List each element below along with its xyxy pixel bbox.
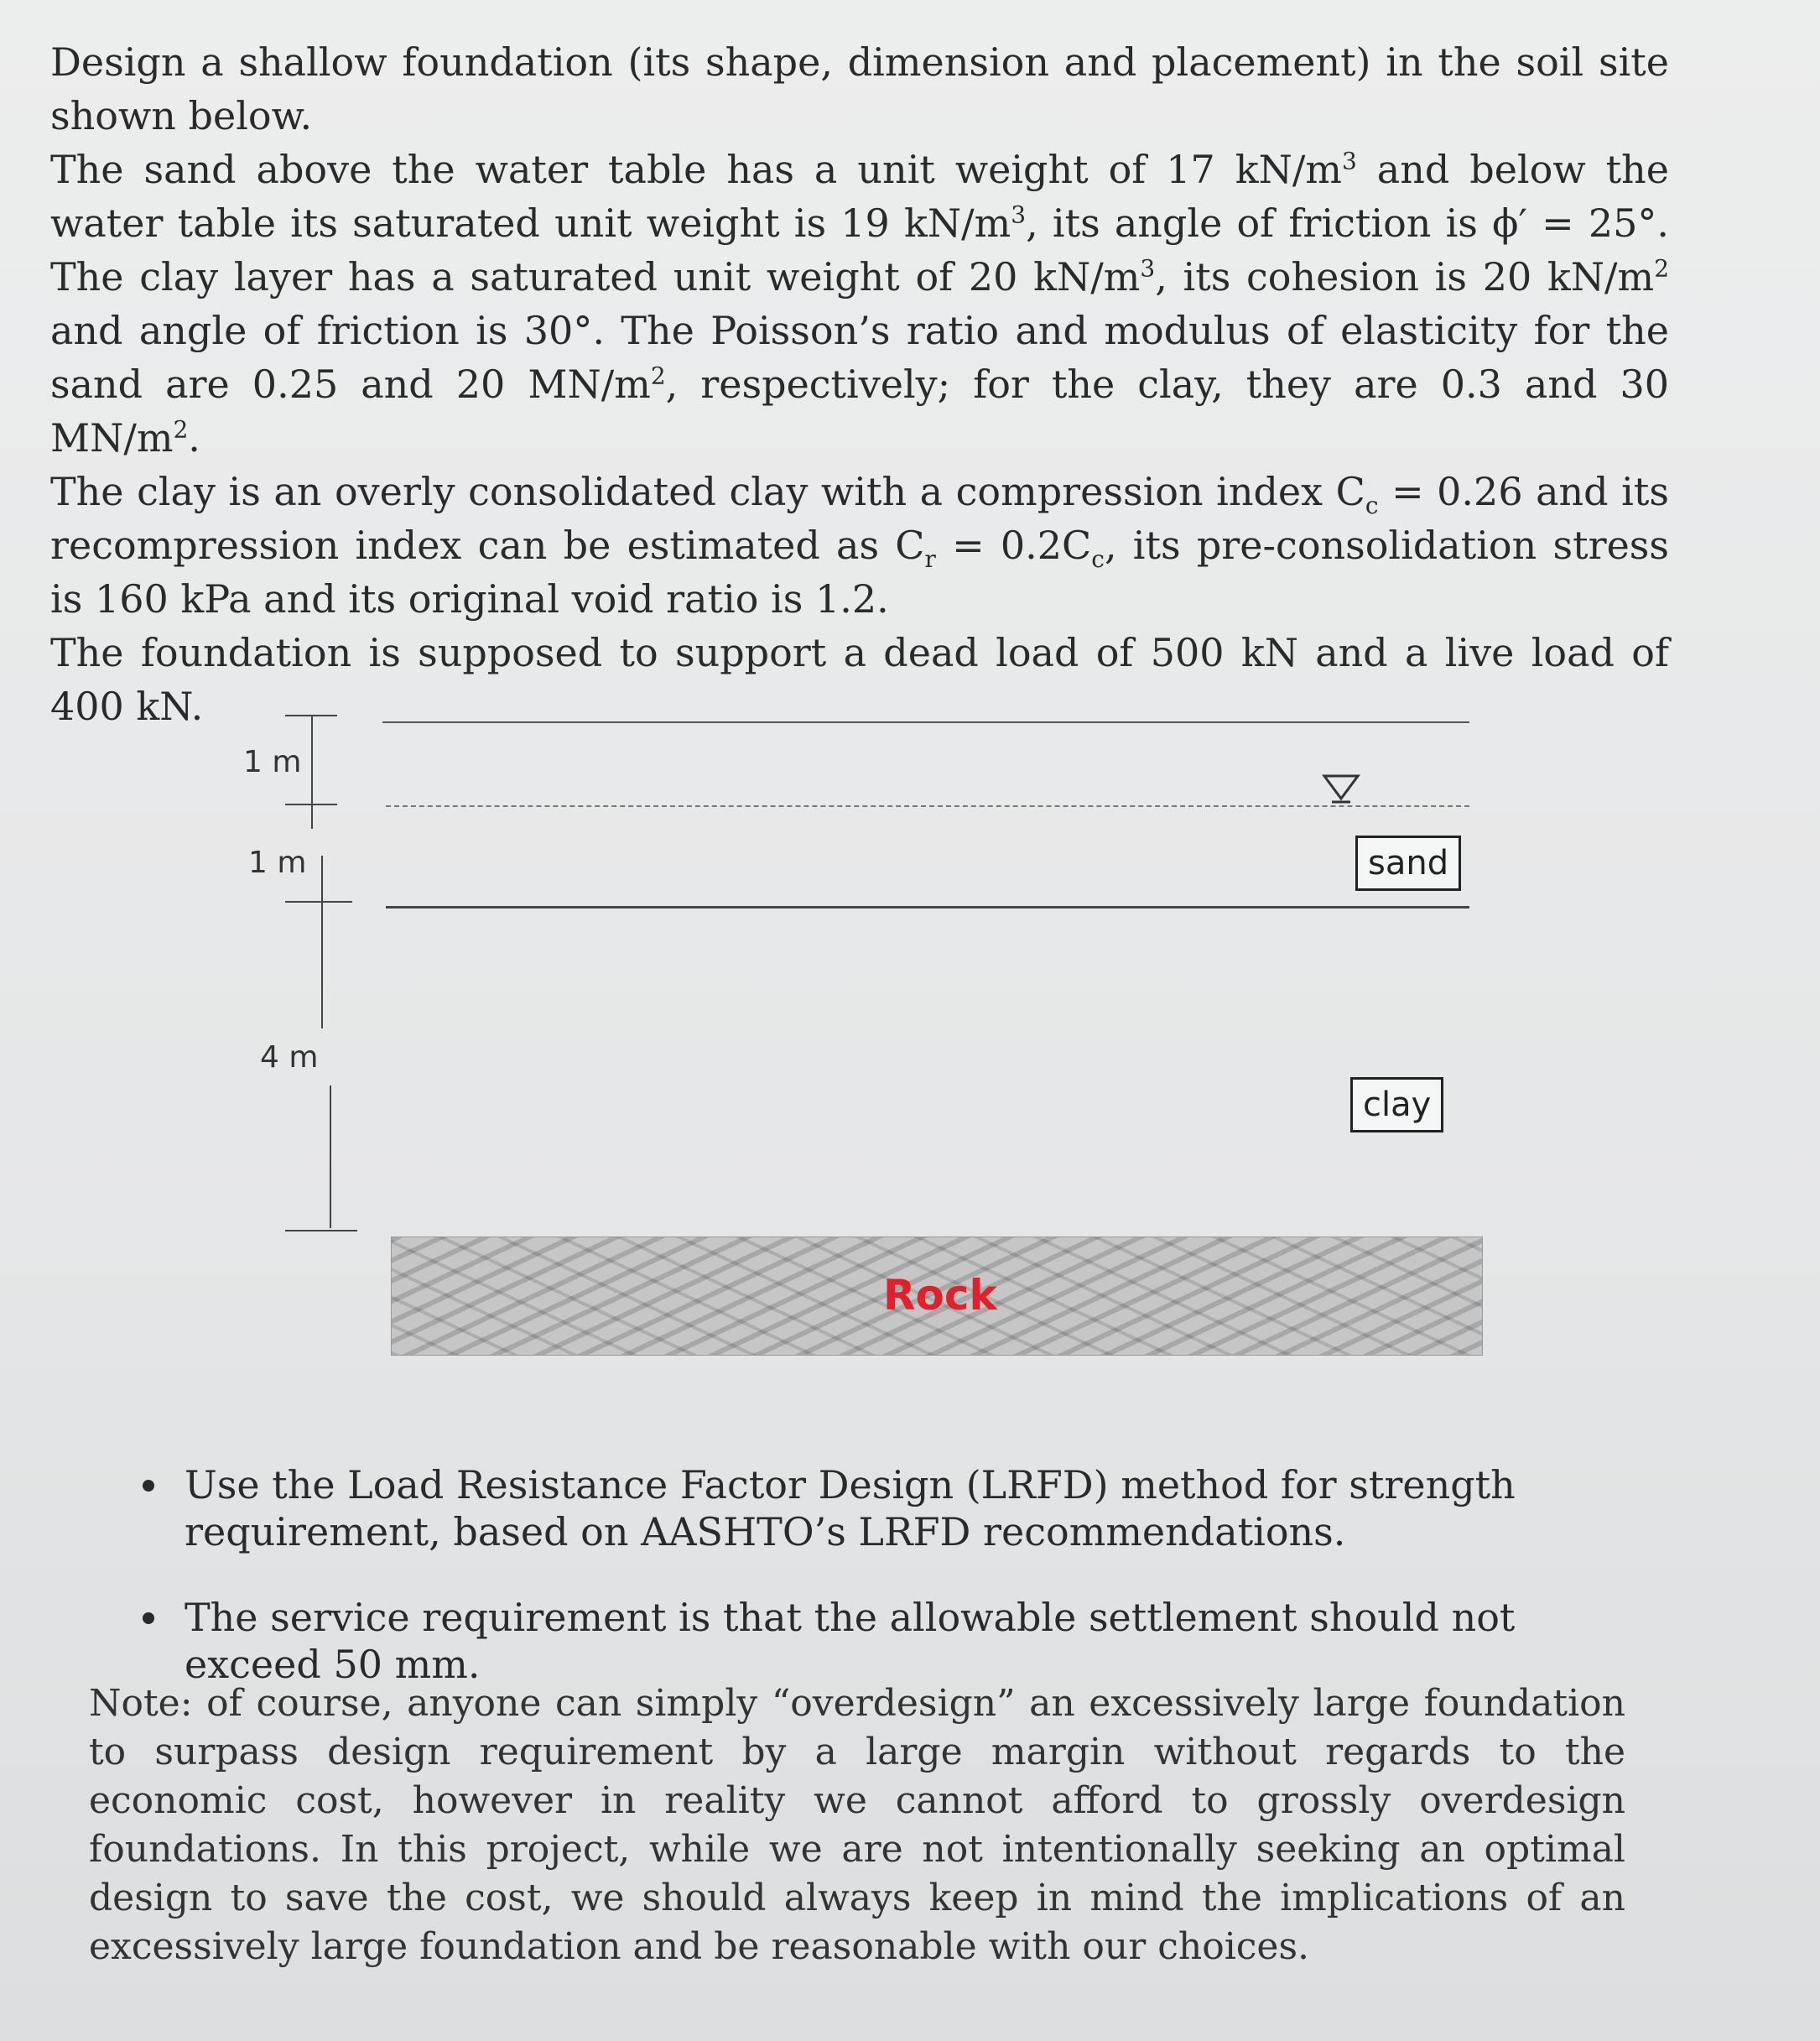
dimension-label-sand-saturated: 1 m — [248, 846, 307, 880]
bullet-lrfd: Use the Load Resistance Factor Design (LRFD) method for strength requirement, based on AASHTO’s LRFD recommendations. — [143, 1461, 1635, 1555]
sand-label: sand — [1355, 836, 1461, 891]
dimension-label-sand-dry: 1 m — [243, 745, 302, 779]
dimension-label-clay: 4 m — [260, 1040, 319, 1075]
sand-clay-boundary-line — [386, 906, 1469, 909]
note-paragraph: Note: of course, anyone can simply “overdesign” an excessively large foundation to surpass design requirement by a large margin without regards to the economic cost, however in reality we cannot afford to grossly overdesign foundations. In this project, while we are not intentionally seeking an optimal design to save the cost, we should always keep in mind the implications of an excessively large foundation and be reasonable with our choices. — [89, 1682, 1625, 1968]
intro-paragraph: Design a shallow foundation (its shape, dimension and placement) in the soil site shown below. — [50, 39, 1669, 138]
bullet-dot — [143, 1612, 154, 1624]
clay-label: clay — [1350, 1077, 1443, 1132]
rock-label: Rock — [883, 1271, 997, 1320]
water-table-line — [386, 805, 1469, 807]
problem-text — [50, 35, 1669, 733]
bullet-settlement: The service requirement is that the allowable settlement should not exceed 50 mm. — [143, 1594, 1635, 1688]
bullet-dot — [143, 1480, 154, 1492]
ground-surface-line — [382, 721, 1469, 723]
load-paragraph: The foundation is supposed to support a dead load of 500 kN and a live load of 400 kN. — [50, 630, 1669, 729]
clay-paragraph: The clay is an overly consolidated clay with a compression index $C_c = 0.26$ and its recompression index can be estimated as $C_r = 0.2C_c$, its pre-consolidation stress is 160 kPa and its original void ratio is 1.2. — [50, 469, 1670, 622]
sand-paragraph: The sand above the water table has a unit weight of 17 $kN/m^3$ and below the water table its saturated unit weight is 19 $kN/m^3$, its angle of friction is ϕ′ = 25°. The clay layer has a saturated unit weight of 20 $kN/m^3$, its cohesion is 20 $kN/m^2$ and angle of friction is 30°. The Poisson’s ratio and modulus of elasticity for the sand are 0.25 and 20 $MN/m^2$, respectively; for the clay, they are 0.3 and 30 $MN/m^2$. — [50, 147, 1670, 461]
water-table-icon — [1320, 772, 1362, 805]
rock-layer — [391, 1237, 1483, 1356]
